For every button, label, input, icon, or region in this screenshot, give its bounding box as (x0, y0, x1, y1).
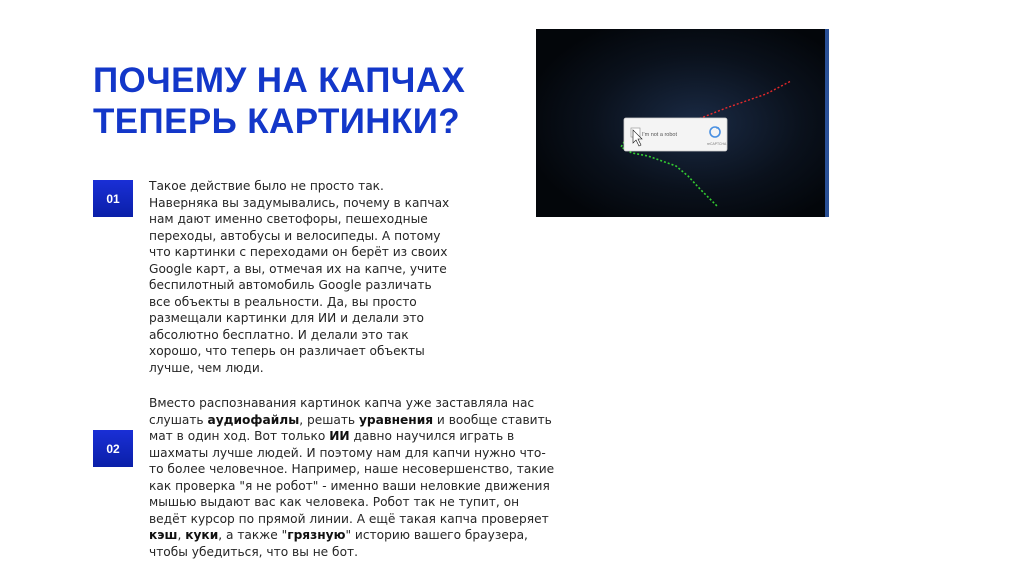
video-frame (536, 29, 829, 217)
item-number-badge: 02 (93, 430, 133, 467)
text-segment: , решать (299, 412, 359, 427)
bold-term: кэш (149, 528, 178, 542)
captcha-brand: reCAPTCHA (707, 142, 727, 146)
bold-term: куки (185, 528, 219, 542)
slide-title: ПОЧЕМУ НА КАПЧАХ ТЕПЕРЬ КАРТИНКИ? (93, 61, 466, 141)
item-text (149, 395, 559, 560)
bold-term: уравнения (358, 412, 434, 427)
text-segment: , а также " (218, 528, 288, 542)
item-number-badge: 01 (93, 180, 133, 217)
captcha-illustration (536, 29, 829, 217)
text-segment: и вообще ставить мат в один ход. Вот только (149, 412, 552, 443)
captcha-label: I'm not a robot (642, 132, 677, 138)
bold-term: аудиофайлы (207, 412, 300, 427)
text-segment: , (177, 528, 186, 542)
screen-edge-highlight (825, 29, 829, 217)
bold-term: ИИ (329, 429, 350, 443)
text-segment: " историю вашего браузера, чтобы убедиться, что вы не бот. (149, 528, 528, 559)
bold-term: грязную (287, 528, 346, 542)
text-segment: Вместо распознавания картинок капча уже заставляла нас слушать (149, 396, 535, 427)
item-text: Такое действие было не просто так. Наверняка вы задумывались, почему в капчах нам дают именно светофоры, пешеходные переходы, автобусы и велосипеды. А потому что картинки с переходами он берёт из своих Google карт, а вы, отмечая их на капче, учите беспилотный автомобиль Google различать все объекты в реальности. Да, вы просто размещали картинки для ИИ и делали это абсолютно бесплатно. И делали это так хорошо, что теперь он различает объекты лучше, чем люди. (149, 179, 450, 375)
text-segment: давно научился играть в шахматы лучше людей. И поэтому нам для капчи нужно что-то более человечное. Например, наше несовершенство, такие как проверка "я не робот" - именно ваши неловкие движения мышью выдают вас как человека. Робот так не тупит, он ведёт курсор по прямой линии. А ещё такая капча проверяет (149, 429, 555, 526)
